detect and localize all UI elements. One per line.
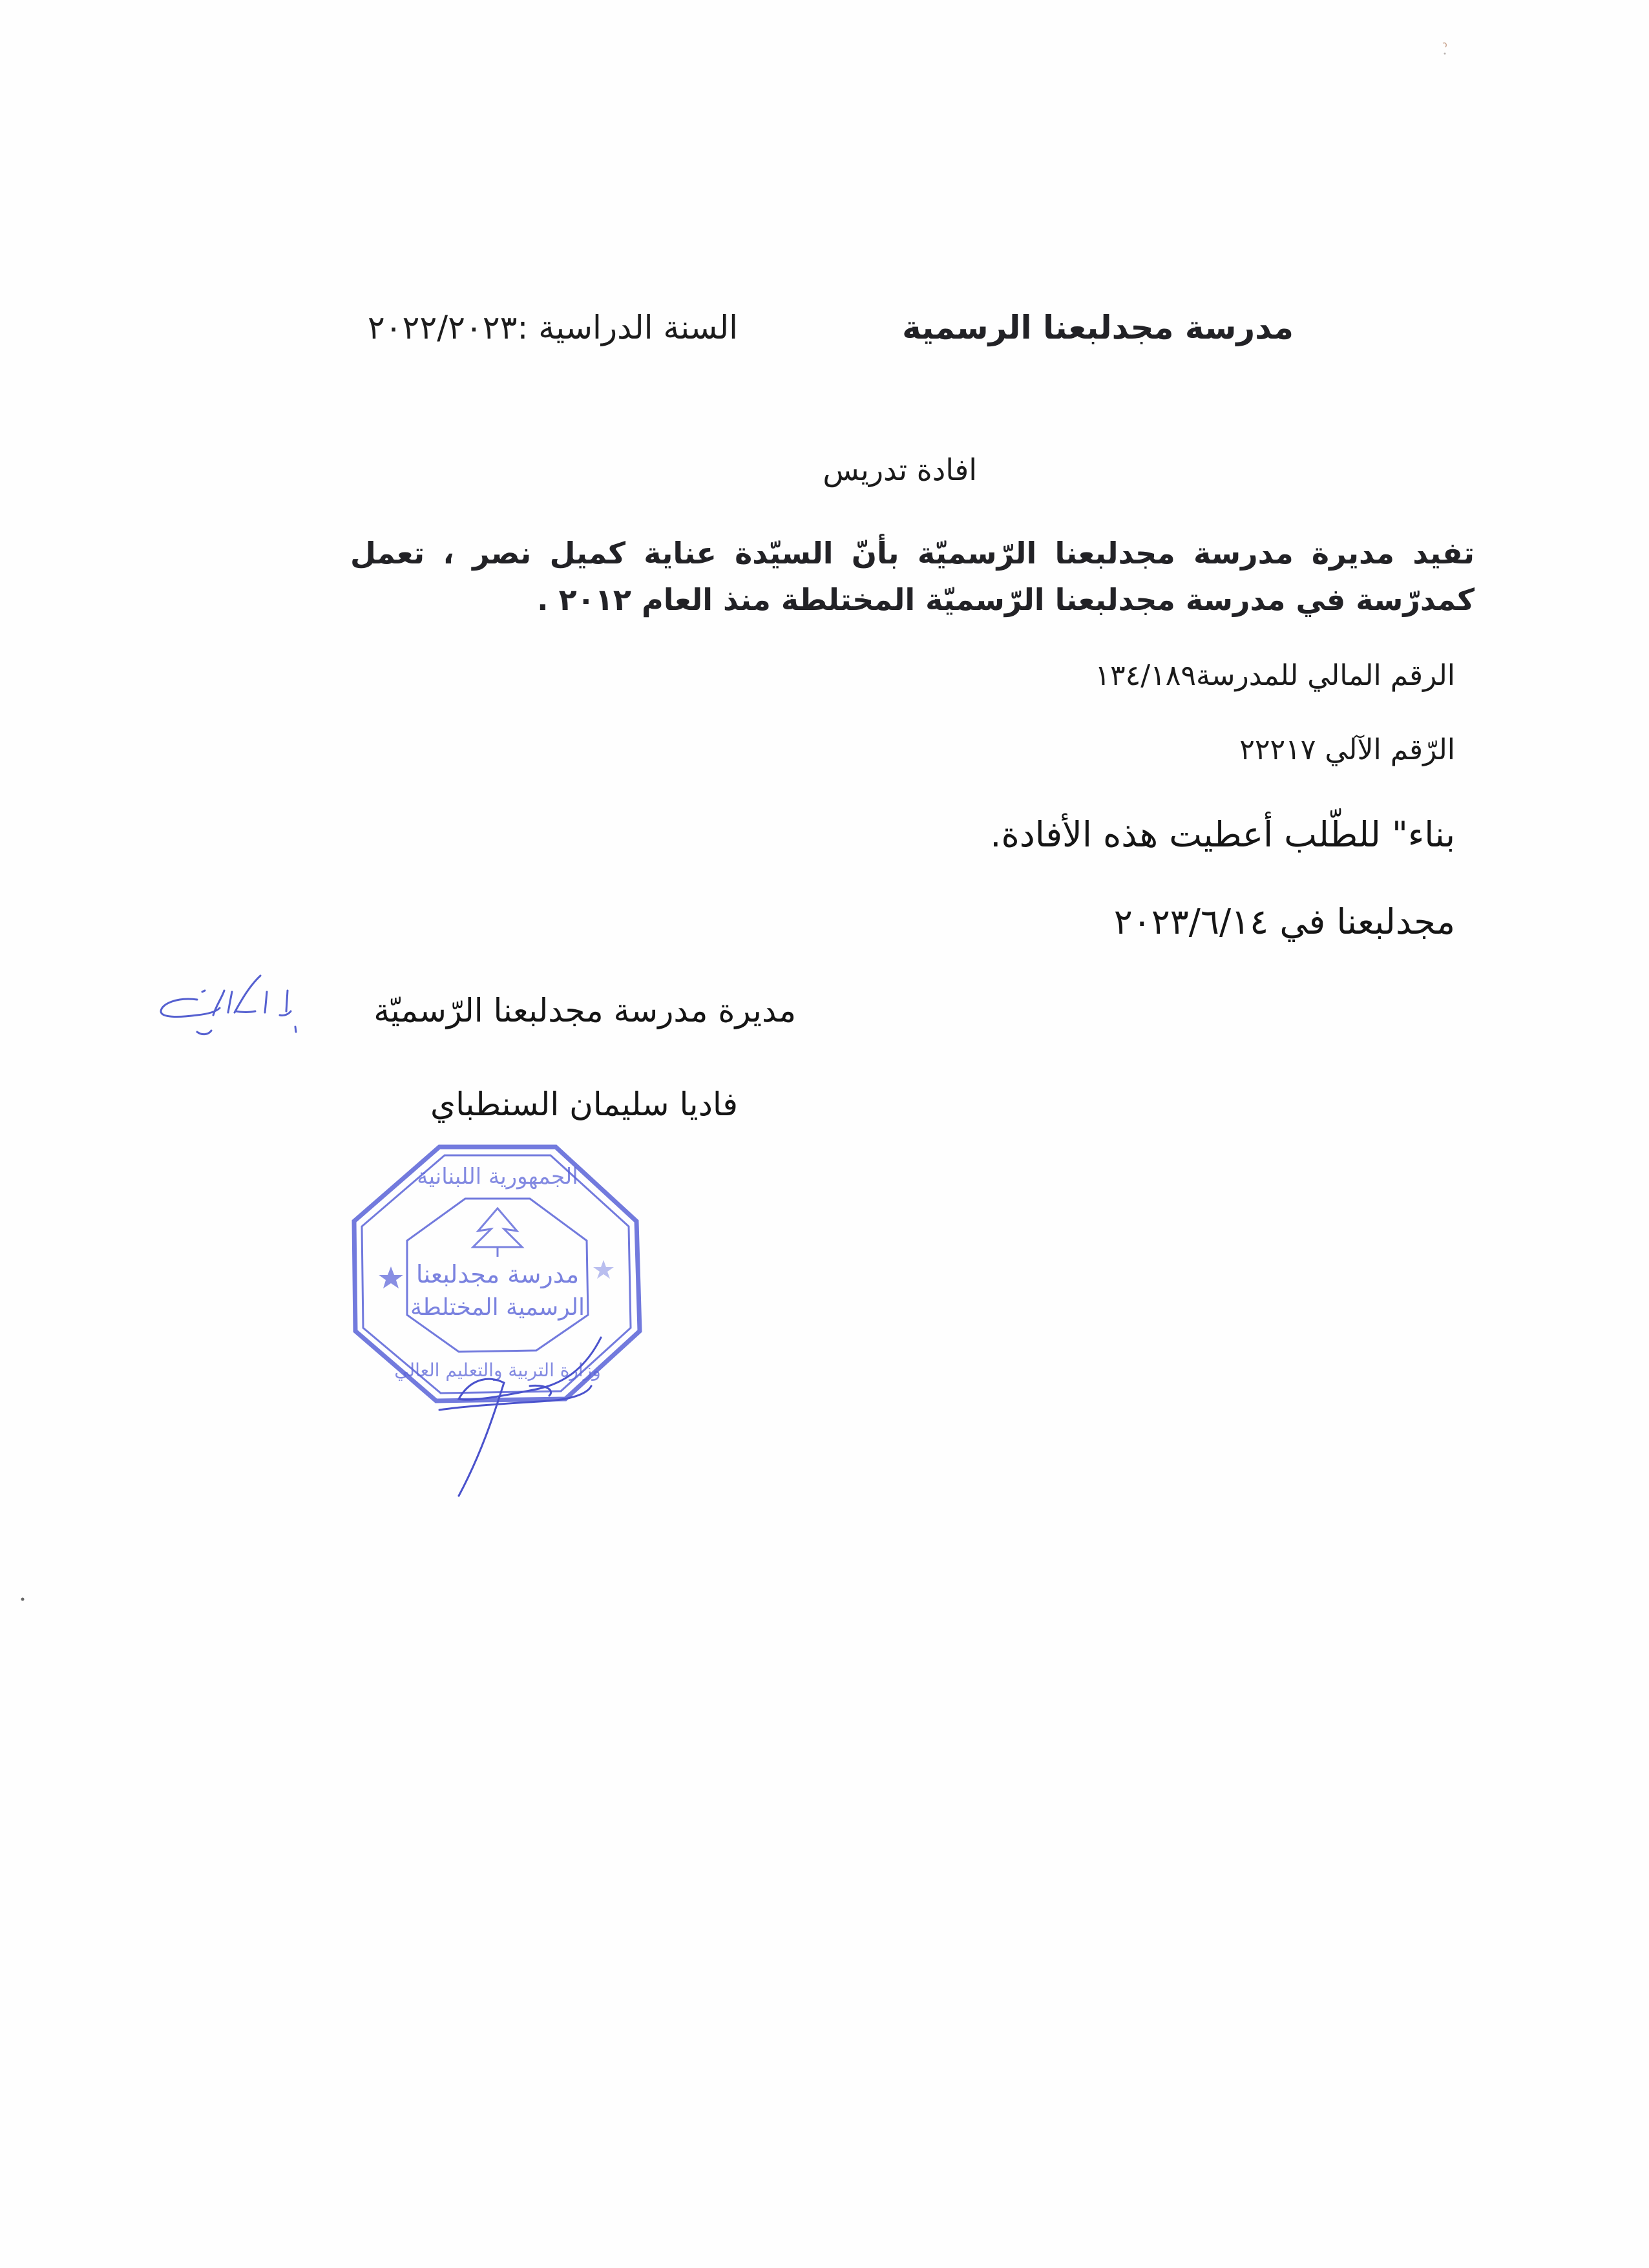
financial-number: الرقم المالي للمدرسة١٣٤/١٨٩ xyxy=(1095,659,1455,692)
scan-artifact-left-edge xyxy=(21,1591,27,1598)
stamp-star-left-icon xyxy=(379,1266,403,1288)
automated-number: الرّقم الآلي ٢٢٢١٧ xyxy=(1239,733,1455,766)
stamp-star-right-icon xyxy=(593,1260,614,1279)
stamp-inner-line2: الرسمية المختلطة xyxy=(410,1294,585,1321)
handwritten-note-icon xyxy=(152,972,320,1044)
signatory-title: مديرة مدرسة مجدلبعنا الرّسميّة xyxy=(373,992,796,1029)
header-academic-year: السنة الدراسية :٢٠٢٢/٢٠٢٣ xyxy=(367,309,738,346)
cedar-tree-icon xyxy=(473,1208,522,1257)
document-title: افادة تدريس xyxy=(823,452,977,487)
place-and-date: مجدلبعنا في ٢٠٢٣/٦/١٤ xyxy=(1113,901,1455,942)
scan-artifact-top-right xyxy=(1440,42,1446,48)
official-stamp xyxy=(342,1144,653,1506)
closing-statement: بناء" للطّلب أعطيت هذه الأفادة. xyxy=(990,814,1455,855)
header-school-name: مدرسة مجدلبعنا الرسمية xyxy=(902,309,1294,346)
stamp-inner-line1: مدرسة مجدلبعنا xyxy=(415,1260,580,1288)
stamp-outer-top-text: الجمهورية اللبنانية xyxy=(417,1164,578,1190)
body-paragraph: تفيد مديرة مدرسة مجدلبعنا الرّسميّة بأنّ السيّدة عناية كميل نصر ، تعمل كمدرّسة في مدرسة مجدلبعنا الرّسميّة المختلطة منذ العام ٢٠١٢ . xyxy=(350,536,1475,617)
signatory-name: فاديا سليمان السنطباي xyxy=(430,1086,738,1123)
stamp-outer-bottom-text: وزارة التربية والتعليم العالي xyxy=(394,1360,601,1381)
